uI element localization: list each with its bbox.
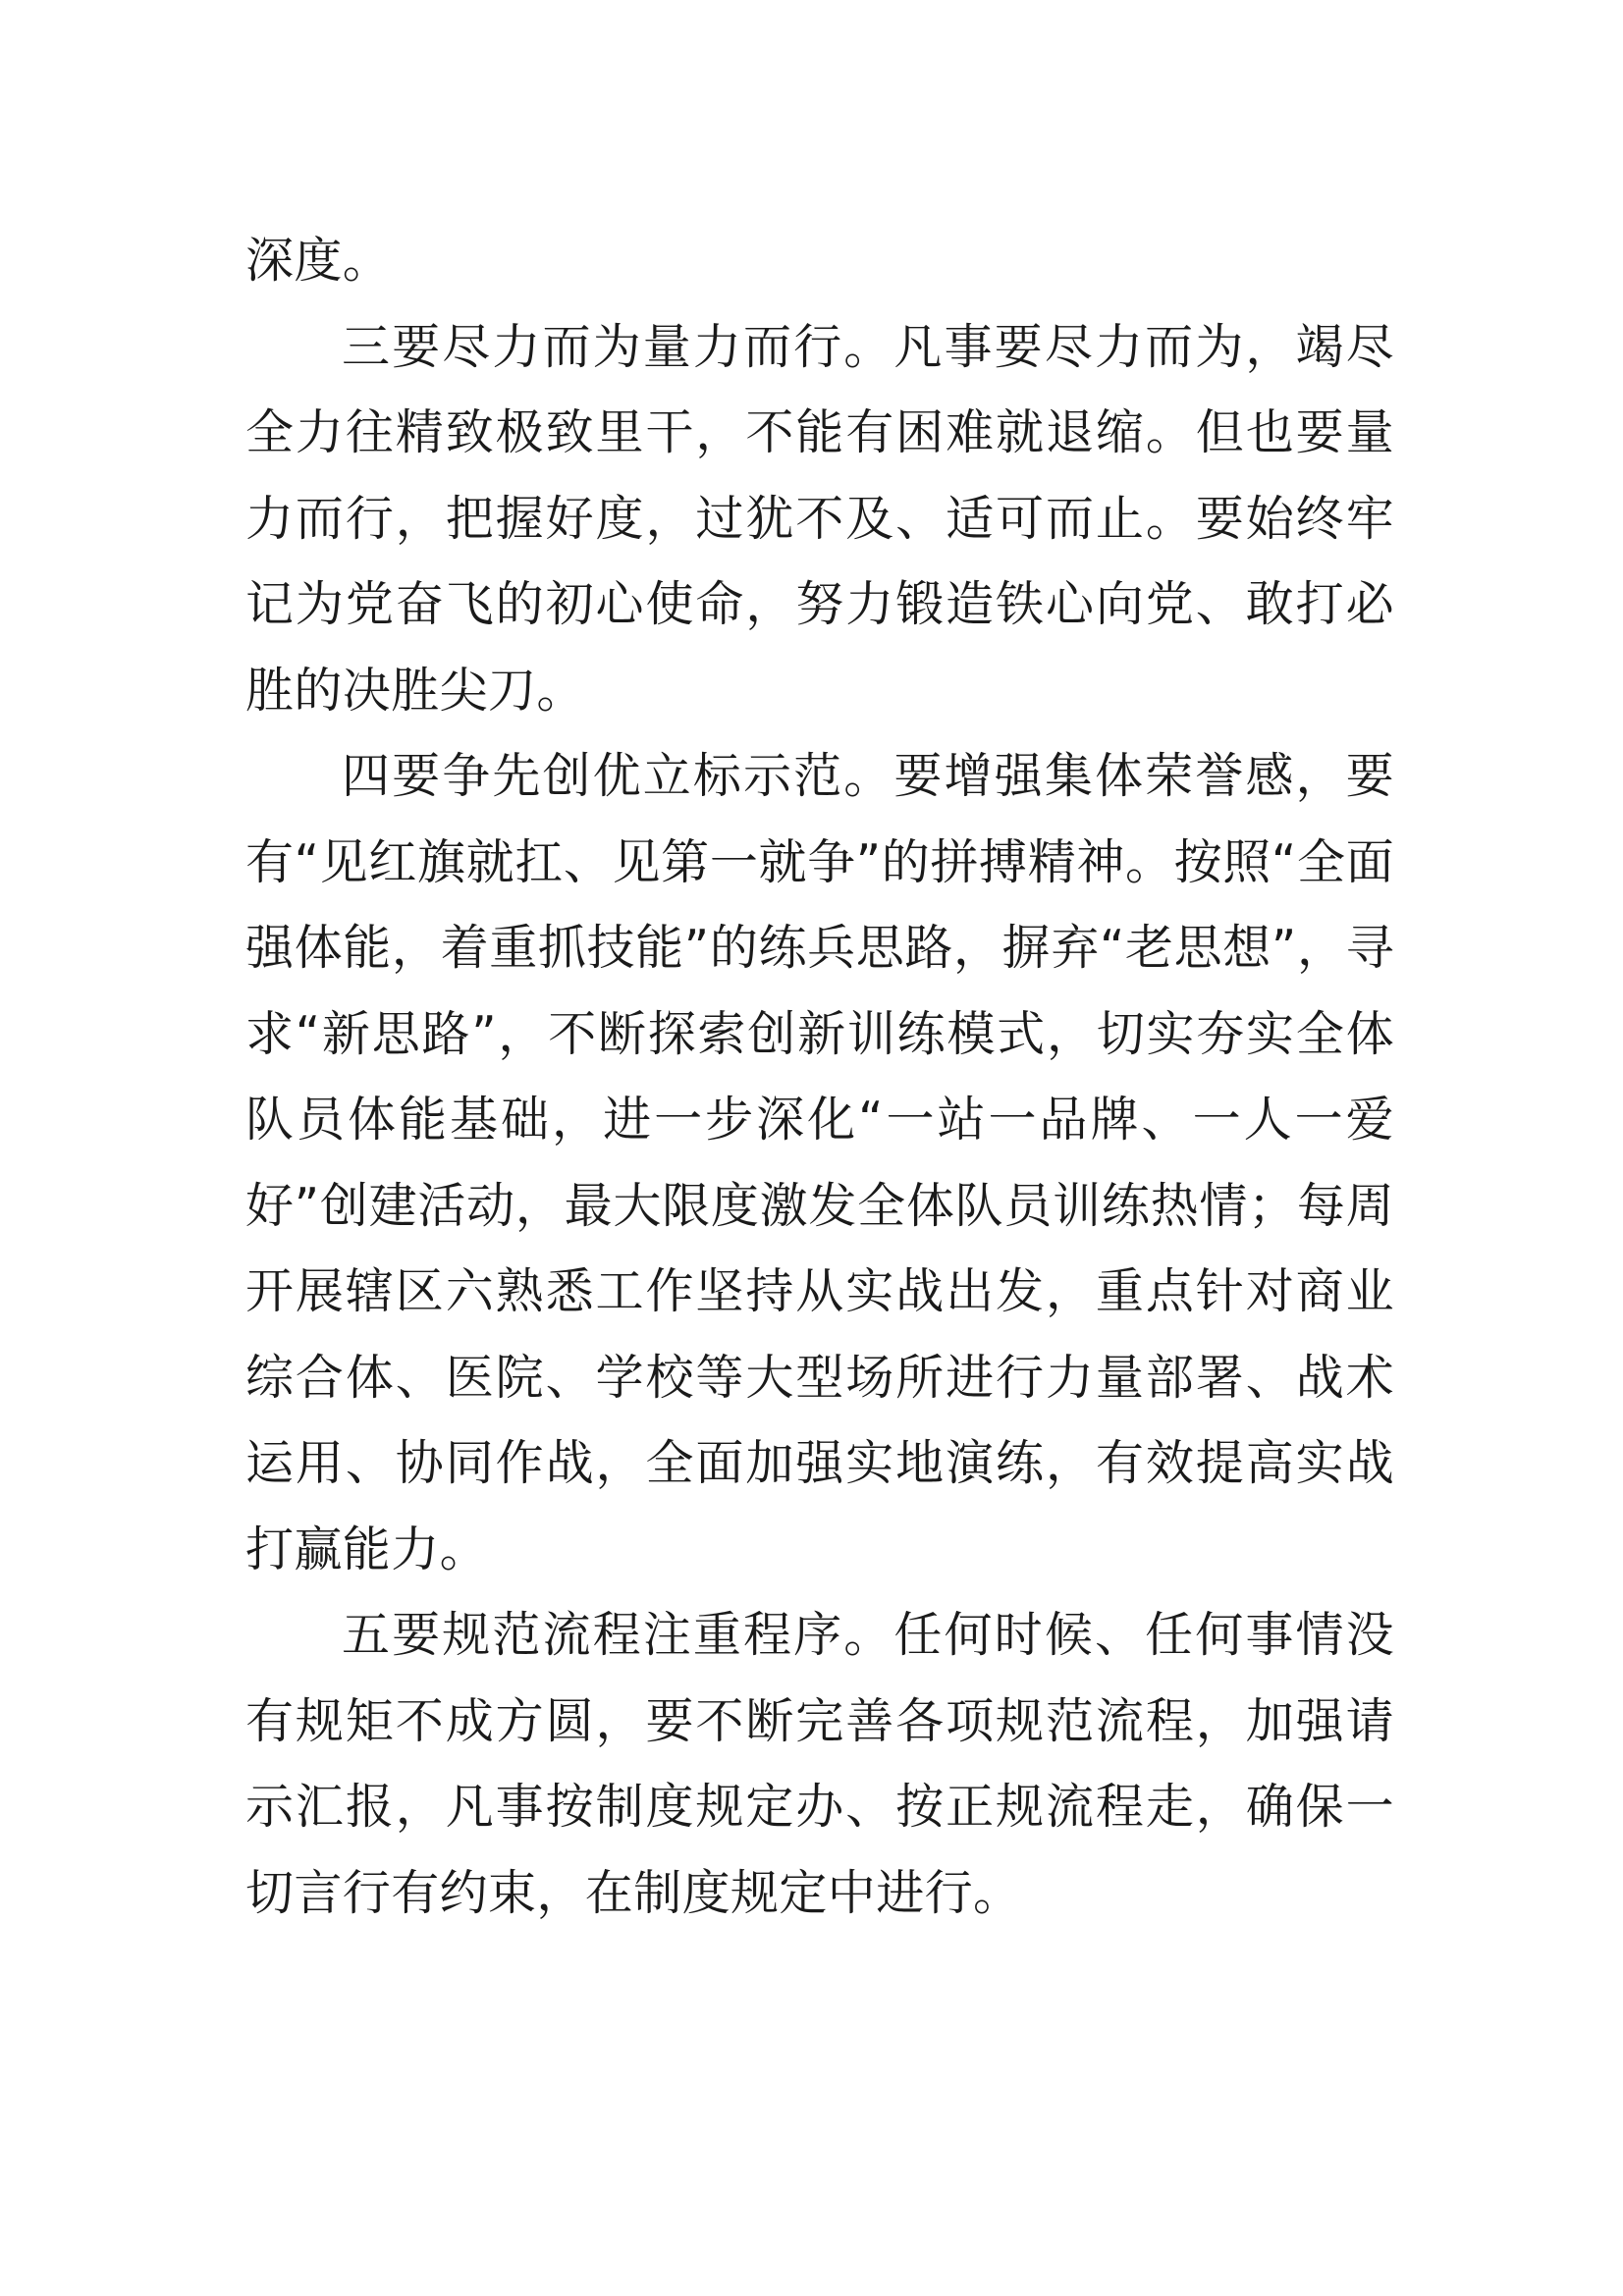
paragraph-item-four: 四要争先创优立标示范。要增强集体荣誉感，要有“见红旗就扛、见第一就争”的拼搏精神。按照“全面强体能，着重抓技能”的练兵思路，摒弃“老思想”，寻求“新思路”，不断探索创新训练模式，切实夯实全体队员体能基础，进一步深化“一站一品牌、一人一爱好”创建活动，最大限度激发全体队员训练热情；每周开展辖区六熟悉工作坚持从实战出发，重点针对商业综合体、医院、学校等大型场所进行力量部署、战术运用、协同作战，全面加强实地演练，有效提高实战打赢能力。 xyxy=(245,748,1394,1577)
body-text xyxy=(245,218,1394,1936)
paragraph-item-three: 三要尽力而为量力而行。凡事要尽力而为，竭尽全力往精致极致里干，不能有困难就退缩。但也要量力而行，把握好度，过犹不及、适可而止。要始终牢记为党奋飞的初心使命，努力锻造铁心向党、敢打必胜的决胜尖刀。 xyxy=(245,318,1394,719)
paragraph-continuation: 深度。 xyxy=(245,233,392,289)
paragraph-item-five: 五要规范流程注重程序。任何时候、任何事情没有规矩不成方圆，要不断完善各项规范流程，加强请示汇报，凡事按制度规定办、按正规流程走，确保一切言行有约束，在制度规定中进行。 xyxy=(245,1607,1394,1921)
